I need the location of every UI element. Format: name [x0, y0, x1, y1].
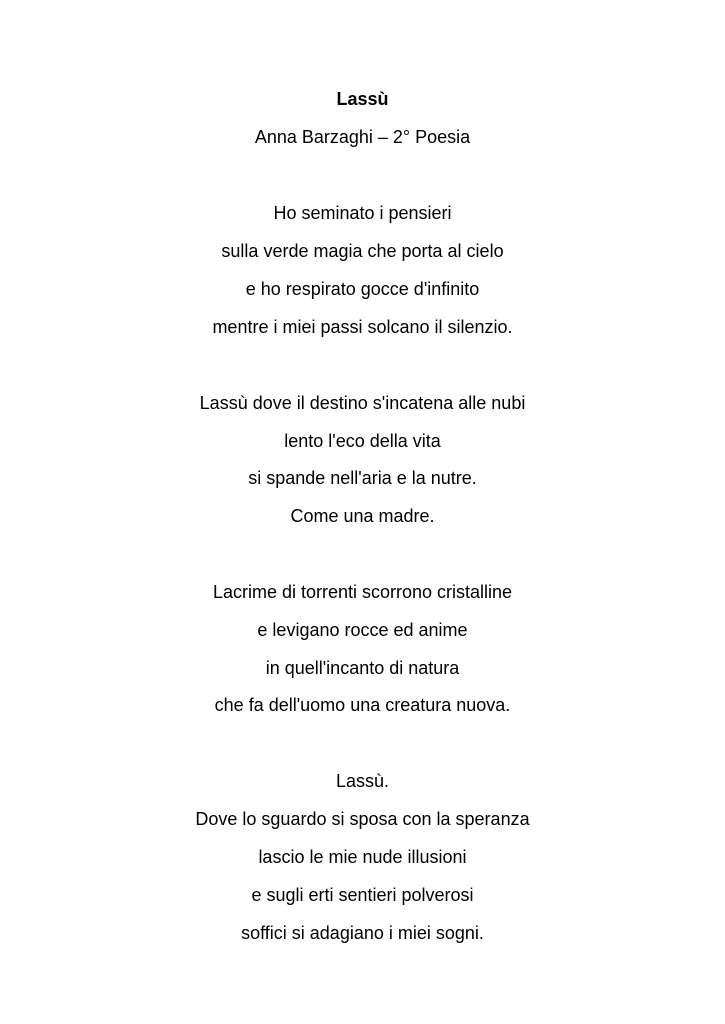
- poem-title: Lassù: [336, 89, 389, 109]
- poem-line: Lassù dove il destino s'incatena alle nubi: [199, 393, 526, 413]
- poem-line: lascio le mie nude illusioni: [258, 847, 467, 867]
- poem-line: si spande nell'aria e la nutre.: [248, 468, 477, 488]
- poem-line: soffici si adagiano i miei sogni.: [241, 923, 484, 943]
- poem-line: in quell'incanto di natura: [265, 658, 460, 678]
- poem-line: Lacrime di torrenti scorrono cristalline: [212, 582, 513, 602]
- poem-line: Lassù.: [335, 771, 390, 791]
- poem-line: mentre i miei passi solcano il silenzio.: [212, 317, 513, 337]
- poem-line: e sugli erti sentieri polverosi: [251, 885, 474, 905]
- poem-line: e levigano rocce ed anime: [257, 620, 468, 640]
- author-line: Anna Barzaghi – 2° Poesia: [254, 127, 471, 147]
- poem-line: lento l'eco della vita: [284, 431, 441, 451]
- poem-line: Dove lo sguardo si sposa con la speranza: [195, 809, 530, 829]
- poem-line: Come una madre.: [290, 506, 435, 526]
- poem-line: che fa dell'uomo una creatura nuova.: [214, 695, 511, 715]
- poem-line: sulla verde magia che porta al cielo: [221, 241, 504, 261]
- poem-line: Ho seminato i pensieri: [273, 203, 452, 223]
- poem-line: e ho respirato gocce d'infinito: [245, 279, 480, 299]
